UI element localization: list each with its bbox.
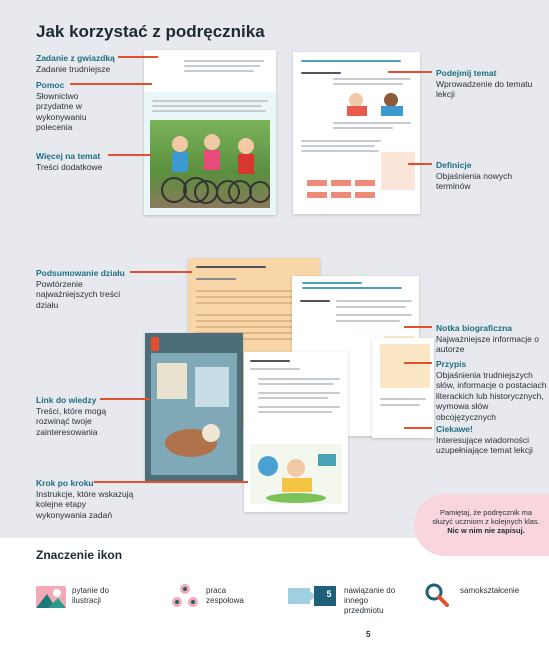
dogs-illustration (151, 353, 237, 475)
label-knowledge-link: Link do wiedzy Treści, które mogą rozwinąć twoje zainteresowania (36, 395, 107, 437)
page-number: 5 (366, 630, 371, 639)
textbook-page-steps (244, 352, 348, 512)
pointer-line (404, 362, 432, 364)
pointer-line (118, 56, 158, 58)
label-summary: Podsumowanie działu Powtórzenie najważniejszych treści działu (36, 268, 125, 310)
label-more-on-topic: Więcej na temat Treści dodatkowe (36, 151, 103, 172)
group-work-icon (170, 582, 200, 615)
label-definitions: Definicje Objaśnienia nowych terminów (436, 160, 513, 191)
label-take-up-topic: Podejmij temat Wprowadzenie do tematu lekcji (436, 68, 533, 99)
pointer-line (108, 154, 152, 156)
textbook-page-footnote (372, 338, 434, 438)
pointer-line (100, 398, 150, 400)
subject-badge: 5 (326, 589, 332, 599)
magnifier-icon (424, 582, 450, 613)
pointer-line (70, 83, 152, 85)
cyclists-photo (150, 120, 270, 208)
landscape-icon (36, 586, 66, 613)
pointer-line (94, 481, 248, 483)
textbook-page-topic (293, 52, 420, 214)
page-title: Jak korzystać z podręcznika (36, 22, 265, 41)
label-footnote: Przypis Objaśnienia trudniejszych słów, informacje o postaciach literackich lub historycznych, wymowa słów obcojęzycznych (436, 359, 547, 422)
label-star-task: Zadanie z gwiazdką Zadanie trudniejsze (36, 53, 115, 74)
reminder-text: Pamiętaj, że podręcznik ma służyć uczniom z kolejnych klas. Nic w nim nie zapisuj. (432, 508, 540, 535)
label-help: Pomoc Słownictwo przydatne w wykonywaniu polecenia (36, 80, 87, 132)
pointer-line (388, 71, 432, 73)
icons-title: Znaczenie ikon (36, 548, 123, 562)
icon-label-other-subject: nawiązanie do innego przedmiotu (344, 586, 396, 615)
label-interesting: Ciekawe! Interesujące wiadomości uzupełniające temat lekcji (436, 424, 533, 455)
icon-label-illustration-question: pytanie do ilustracji (72, 586, 109, 605)
pointer-line (404, 427, 432, 429)
icon-label-teamwork: praca zespołowa (206, 586, 244, 605)
textbook-page-cyclists (144, 50, 276, 215)
reading-boy-illustration (250, 444, 342, 504)
textbook-page-link (145, 333, 243, 481)
label-biography-note: Notka biograficzna Najważniejsze informacje o autorze (436, 323, 539, 354)
pointer-line (130, 271, 192, 273)
label-step-by-step: Krok po kroku Instrukcje, które wskazują kolejne etapy wykonywania zadań (36, 478, 134, 520)
icon-label-self-study: samokształcenie (460, 586, 520, 595)
pointer-line (404, 326, 432, 328)
pointer-line (408, 163, 432, 165)
kids-illustration (341, 90, 411, 116)
